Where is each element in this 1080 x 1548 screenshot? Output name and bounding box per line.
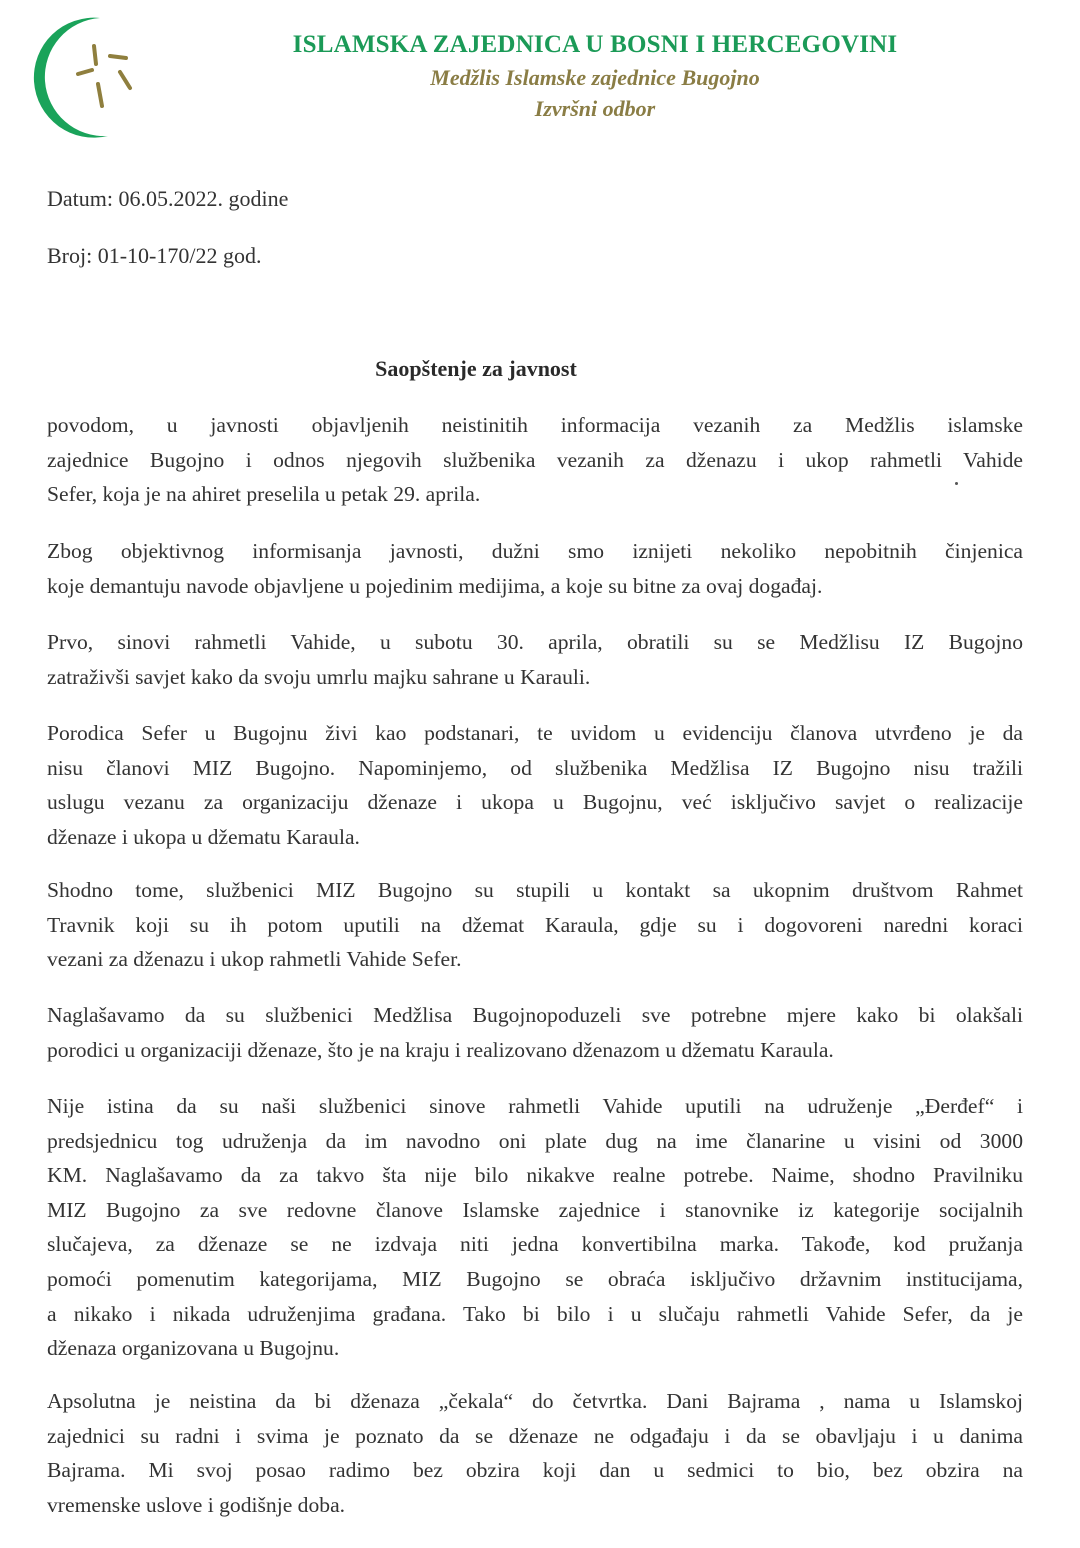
paragraph-8 <box>47 1384 1023 1522</box>
paragraph-line: povodom, u javnosti objavljenih neistinitih informacija vezanih za Medžlis islamske <box>47 413 1023 437</box>
paragraph-line: Naglašavamo da su službenici Medžlisa Bugojnopoduzeli sve potrebne mjere kako bi olakšali <box>47 1003 1023 1027</box>
paragraph-line: nisu članovi MIZ Bugojno. Napominjemo, od službenika Medžlisa IZ Bugojno nisu tražili <box>47 755 1023 780</box>
paragraph-line: vremenske uslove i godišnje doba. <box>47 1492 346 1517</box>
document-date: Datum: 06.05.2022. godine <box>47 186 289 211</box>
paragraph-line: pomoći pomenutim kategorijama, MIZ Bugojno se obraća isključivo državnim institucijama, <box>47 1266 1023 1291</box>
paragraph-line: porodici u organizaciji dženaze, što je na kraju i realizovano dženazom u džematu Karaula. <box>47 1037 834 1062</box>
paragraph-line: a nikako i nikada udruženjima građana. Tako bi bilo i u slučaju rahmetli Vahide Sefer, da je <box>47 1301 1023 1326</box>
paragraph-line: Prvo, sinovi rahmetli Vahide, u subotu 30. aprila, obratili su se Medžlisu IZ Bugojno <box>47 630 1023 654</box>
paragraph-line: dženaza organizovana u Bugojnu. <box>47 1336 340 1361</box>
executive-board-name: Izvršni odbor <box>534 96 656 121</box>
paragraph-line: Nije istina da su naši službenici sinove rahmetli Vahide uputili na udruženje „Đerđef“ i <box>47 1094 1023 1118</box>
paragraph-6 <box>47 998 1023 1067</box>
document-title: Saopštenje za javnost <box>375 356 577 381</box>
paragraph-line: zajednici su radni i svima je poznato da se dženaze ne odgađaju i da se obavljaju i u danima <box>47 1423 1023 1448</box>
paragraph-line: Travnik koji su ih potom uputili na džemat Karaula, gdje su i dogovoreni naredni koraci <box>47 912 1023 937</box>
paragraph-1 <box>47 408 1023 512</box>
organization-name: ISLAMSKA ZAJEDNICA U BOSNI I HERCEGOVINI <box>292 31 898 58</box>
paragraph-line: KM. Naglašavamo da za takvo šta nije bilo nikakve realne potrebe. Naime, shodno Pravilniku <box>47 1163 1023 1188</box>
paragraph-line: MIZ Bugojno za sve redovne članove Islamske zajednice i stanovnike iz kategorije socijalnih <box>47 1197 1023 1222</box>
paragraph-3 <box>47 625 1023 694</box>
crescent-star-logo-icon <box>22 12 152 142</box>
scan-speck <box>955 482 958 485</box>
letterhead <box>250 28 940 124</box>
paragraph-line: uslugu vezanu za organizaciju dženaze i ukopa u Bugojnu, već isključivo savjet o realizacije <box>47 790 1023 815</box>
paragraph-line: Sefer, koja je na ahiret preselila u petak 29. aprila. <box>47 482 481 507</box>
paragraph-line: predsjednicu tog udruženja da im navodno oni plate dug na ime članarine u visini od 3000 <box>47 1128 1023 1153</box>
paragraph-7 <box>47 1089 1023 1366</box>
paragraph-line: koje demantuju navode objavljene u pojedinim medijima, a koje su bitne za ovaj događaj. <box>47 573 823 598</box>
council-name: Medžlis Islamske zajednice Bugojno <box>430 65 760 90</box>
paragraph-line: Bajrama. Mi svoj posao radimo bez obzira koji dan u sedmici to bio, bez obzira na <box>47 1458 1023 1483</box>
paragraph-line: vezani za dženazu i ukop rahmetli Vahide Sefer. <box>47 947 462 972</box>
paragraph-line: Apsolutna je neistina da bi dženaza „čekala“ do četvrtka. Dani Bajrama , nama u Islamskoj <box>47 1389 1023 1413</box>
paragraph-line: zatraživši savjet kako da svoju umrlu majku sahrane u Karauli. <box>47 664 591 689</box>
paragraph-line: slučajeva, za dženaze se ne izdvaja niti jedna konvertibilna marka. Takođe, kod pružanja <box>47 1232 1023 1257</box>
paragraph-line: Porodica Sefer u Bugojnu živi kao podstanari, te uvidom u evidenciju članova utvrđeno je da <box>47 721 1023 745</box>
paragraph-line: zajednice Bugojno i odnos njegovih službenika vezanih za dženazu i ukop rahmetli Vahide <box>47 447 1023 472</box>
paragraph-2 <box>47 534 1023 603</box>
paragraph-line: Shodno tome, službenici MIZ Bugojno su stupili u kontakt sa ukopnim društvom Rahmet <box>47 878 1023 902</box>
paragraph-line: Zbog objektivnog informisanja javnosti, dužni smo iznijeti nekoliko nepobitnih činjenica <box>47 539 1023 563</box>
paragraph-line: dženaze i ukopa u džematu Karaula. <box>47 824 360 849</box>
paragraph-4 <box>47 716 1023 854</box>
paragraph-5 <box>47 873 1023 977</box>
document-number: Broj: 01-10-170/22 god. <box>47 243 262 268</box>
